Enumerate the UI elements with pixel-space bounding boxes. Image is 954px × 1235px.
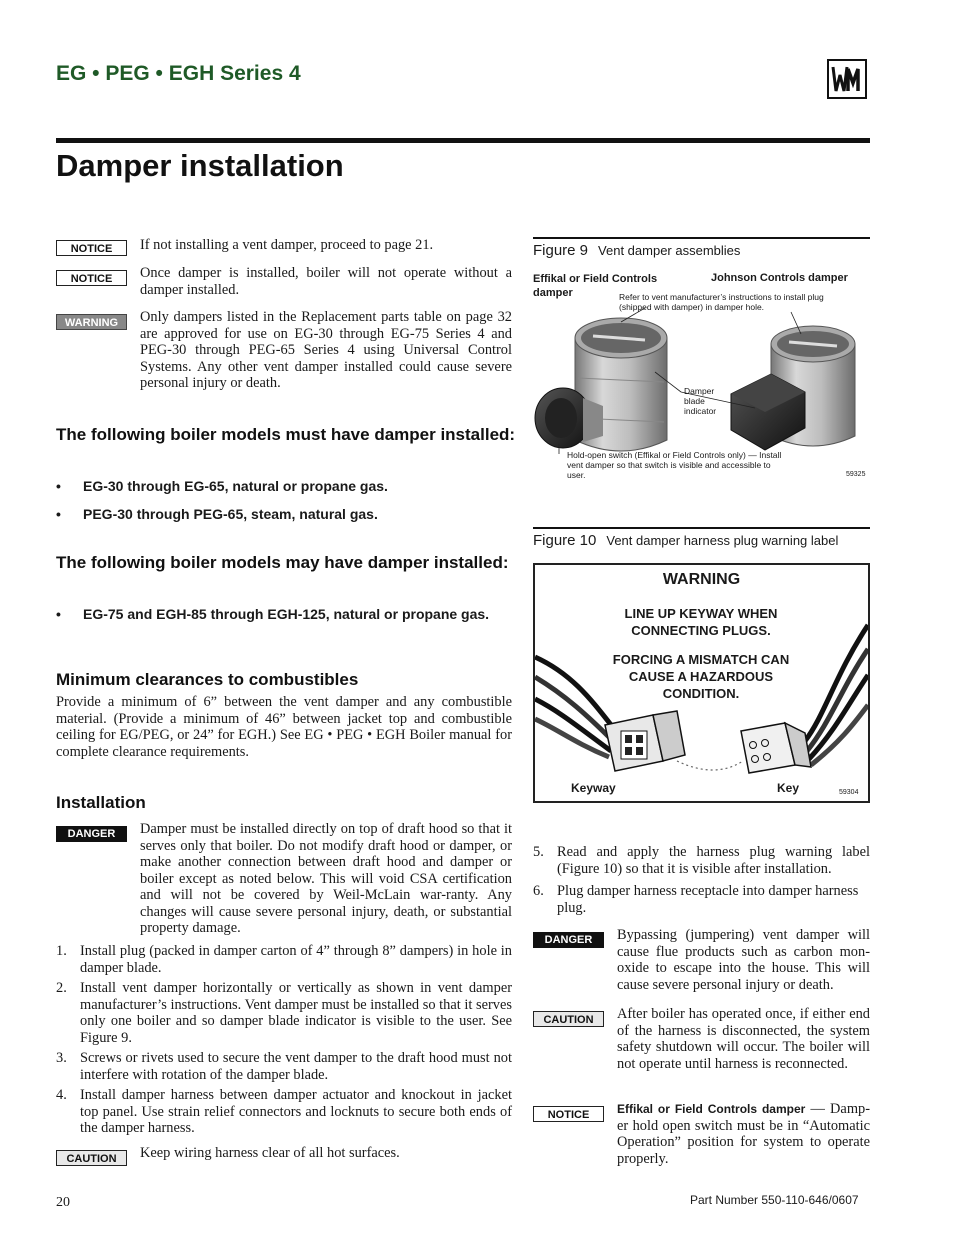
plug-note: Refer to vent manufacturer’s instructions to install plug (shipped with damper) in damper hole. <box>619 292 824 312</box>
step-text: Install damper harness between damper actuator and knockout in jacket top panel. Use strain relief connectors and locknuts to secure both ends of the damper harness. <box>80 1087 512 1136</box>
part-number: Part Number 550-110-646/0607 <box>690 1193 859 1207</box>
clearances-text: Provide a minimum of 6” between the vent damper and any combustible material. (Provide a minimum of 46” between jacket top and combustible ceiling for EG/PEG, or 24” for EGH.) See EG • PEG • EGH Boiler manual for complete clearance requirements. <box>56 694 512 760</box>
series-title: EG • PEG • EGH Series 4 <box>56 62 301 85</box>
notice-text: Once damper is installed, boiler will not operate without a damper installed. <box>140 265 512 298</box>
notice-lead: Effikal or Field Controls damper <box>617 1102 806 1116</box>
figure10-number: Figure 10 <box>533 532 597 549</box>
notice-badge: NOTICE <box>56 240 127 256</box>
figure10-label <box>533 563 870 803</box>
weil-mclain-logo <box>827 59 867 99</box>
step-text: Plug damper harness receptacle into damper harness plug. <box>557 883 859 916</box>
step-number: 5. <box>533 844 544 860</box>
step-text: Read and apply the harness plug warning label (Figure 10) so that it is visible after installation. <box>557 844 870 877</box>
figure9-rule <box>533 237 870 239</box>
must-have-heading: The following boiler models must have damper installed: <box>56 425 516 444</box>
page-title: Damper installation <box>56 148 344 183</box>
step-text: Install plug (packed in damper carton of 4” through 8” dampers) in hole in damper blade. <box>80 943 512 976</box>
step-text: Screws or rivets used to secure the vent damper to the draft hood must not interfere with rotation of the damper blade. <box>80 1050 512 1083</box>
notice-badge: NOTICE <box>56 270 127 286</box>
johnson-label: Johnson Controls damper <box>711 272 848 284</box>
bullet-text: EG-75 and EGH-85 through EGH-125, natural or propane gas. <box>83 606 490 622</box>
notice-badge: NOTICE <box>533 1106 604 1122</box>
caution-badge: CAUTION <box>56 1150 127 1166</box>
danger-text: Bypassing (jumpering) vent damper will cause flue products such as carbon mon-oxide to escape into the house. This will cause severe personal injury or death. <box>617 927 870 993</box>
notice-body: — Damp-er hold open switch must be in “Automatic Operation” position for system to operate properly. <box>617 1101 870 1167</box>
warning-text: Only dampers listed in the Replacement parts table on page 32 are approved for use on EG-30 through EG-75 Series 4 and PEG-30 through PEG-65 Series 4 using Universal Control Systems. Any other vent damper installed could cause severe personal injury or death. <box>140 309 512 391</box>
step-number: 1. <box>56 943 67 959</box>
caution-text: After boiler has operated once, if either end of the harness is disconnected, the system safety shutdown will occur. The boiler will not operate until harness is reconnected. <box>617 1006 870 1072</box>
notice-text <box>617 1101 870 1167</box>
clearances-heading: Minimum clearances to combustibles <box>56 670 359 689</box>
figure10-caption <box>533 532 838 549</box>
may-have-heading: The following boiler models may have damper installed: <box>56 553 509 572</box>
figure9-number: Figure 9 <box>533 242 589 259</box>
step-number: 6. <box>533 883 544 899</box>
figure9-illustration <box>533 268 870 488</box>
danger-badge: DANGER <box>533 932 604 948</box>
caution-badge: CAUTION <box>533 1011 604 1027</box>
page-number: 20 <box>56 1195 70 1210</box>
indicator-note: Damper blade indicator <box>684 386 717 416</box>
step-number: 4. <box>56 1087 67 1103</box>
danger-text: Damper must be installed directly on top of draft hood so that it serves only that boiler. Do not modify draft hood or damper, or make another connection between draft hood and damper or boiler except as noted below. This will void CSA certification and will not be covered by Weil-McLain war-ranty. Any changes will cause severe personal injury, death, or substantial property damage. <box>140 821 512 936</box>
figure10-description: Vent damper harness plug warning label <box>606 533 839 548</box>
warning-badge: WARNING <box>56 314 127 330</box>
step-number: 3. <box>56 1050 67 1066</box>
effikal-label: Effikal or Field Controls damper <box>533 273 658 299</box>
key-label: Key <box>777 781 800 795</box>
label-warning-title: WARNING <box>662 571 741 588</box>
bullet-text: EG-30 through EG-65, natural or propane gas. <box>83 478 388 494</box>
title-rule <box>56 138 870 143</box>
notice-text: If not installing a vent damper, proceed to page 21. <box>140 237 434 253</box>
figure9-description: Vent damper assemblies <box>598 243 741 258</box>
figure9-caption <box>533 242 740 259</box>
bullet-text: PEG-30 through PEG-65, steam, natural gas. <box>83 506 378 522</box>
installation-heading: Installation <box>56 793 146 812</box>
label-line2: FORCING A MISMATCH CAN CAUSE A HAZARDOUS CONDITION. <box>612 652 790 701</box>
step-text: Install vent damper horizontally or vertically as shown in vent damper manufacturer’s instructions. Vent damper must be installed so that it serves only one boiler and so damper blade indicator is visible to the user. See Figure 9. <box>80 980 512 1046</box>
keyway-label: Keyway <box>571 781 616 795</box>
figure9-code: 59325 <box>846 471 866 478</box>
danger-badge: DANGER <box>56 826 127 842</box>
switch-note: Hold-open switch (Effikal or Field Controls only) — Install vent damper so that switch is visible and accessible to user. <box>567 450 782 480</box>
figure10-code: 59304 <box>839 789 859 796</box>
label-line1: LINE UP KEYWAY WHEN CONNECTING PLUGS. <box>624 606 778 638</box>
caution-text: Keep wiring harness clear of all hot surfaces. <box>140 1145 400 1161</box>
figure10-rule <box>533 527 870 529</box>
step-number: 2. <box>56 980 67 996</box>
